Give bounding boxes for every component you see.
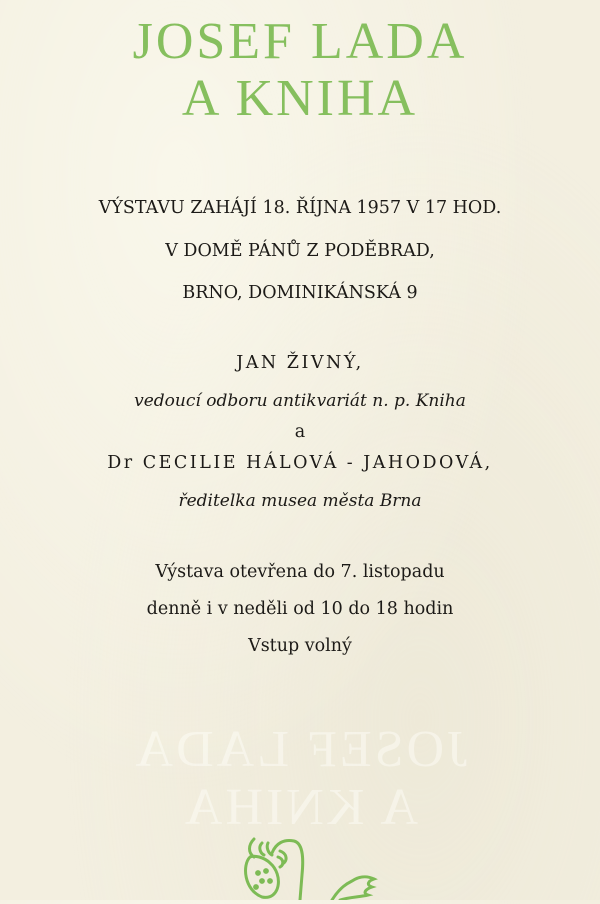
entry-free-line: Vstup volný <box>248 636 352 656</box>
show-through-line-2: A KNIHA <box>181 779 419 836</box>
speaker-1-name: JAN ŽIVNÝ, <box>236 353 364 373</box>
strawberry-plant-icon <box>240 835 420 904</box>
venue-line: V DOMĚ PÁNŮ Z PODĚBRAD, <box>165 241 435 261</box>
opening-date-line: VÝSTAVU ZAHÁJÍ 18. ŘÍJNA 1957 V 17 HOD. <box>98 198 502 218</box>
hours-line-2: denně i v neděli od 10 do 18 hodin <box>146 599 454 619</box>
speaker-2-name: Dr CECILIE HÁLOVÁ - JAHODOVÁ, <box>107 453 493 473</box>
title-line-1: JOSEF LADA <box>132 13 468 70</box>
conjunction: a <box>294 422 306 442</box>
speaker-2-role: ředitelka musea města Brna <box>178 491 422 511</box>
hours-line-1: Výstava otevřena do 7. listopadu <box>155 562 445 582</box>
title-line-2: A KNIHA <box>181 70 419 127</box>
show-through-line-1: JOSEF LADA <box>132 721 468 778</box>
speaker-1-role: vedoucí odboru antikvariát n. p. Kniha <box>134 391 466 411</box>
address-line: BRNO, DOMINIKÁNSKÁ 9 <box>182 283 418 303</box>
